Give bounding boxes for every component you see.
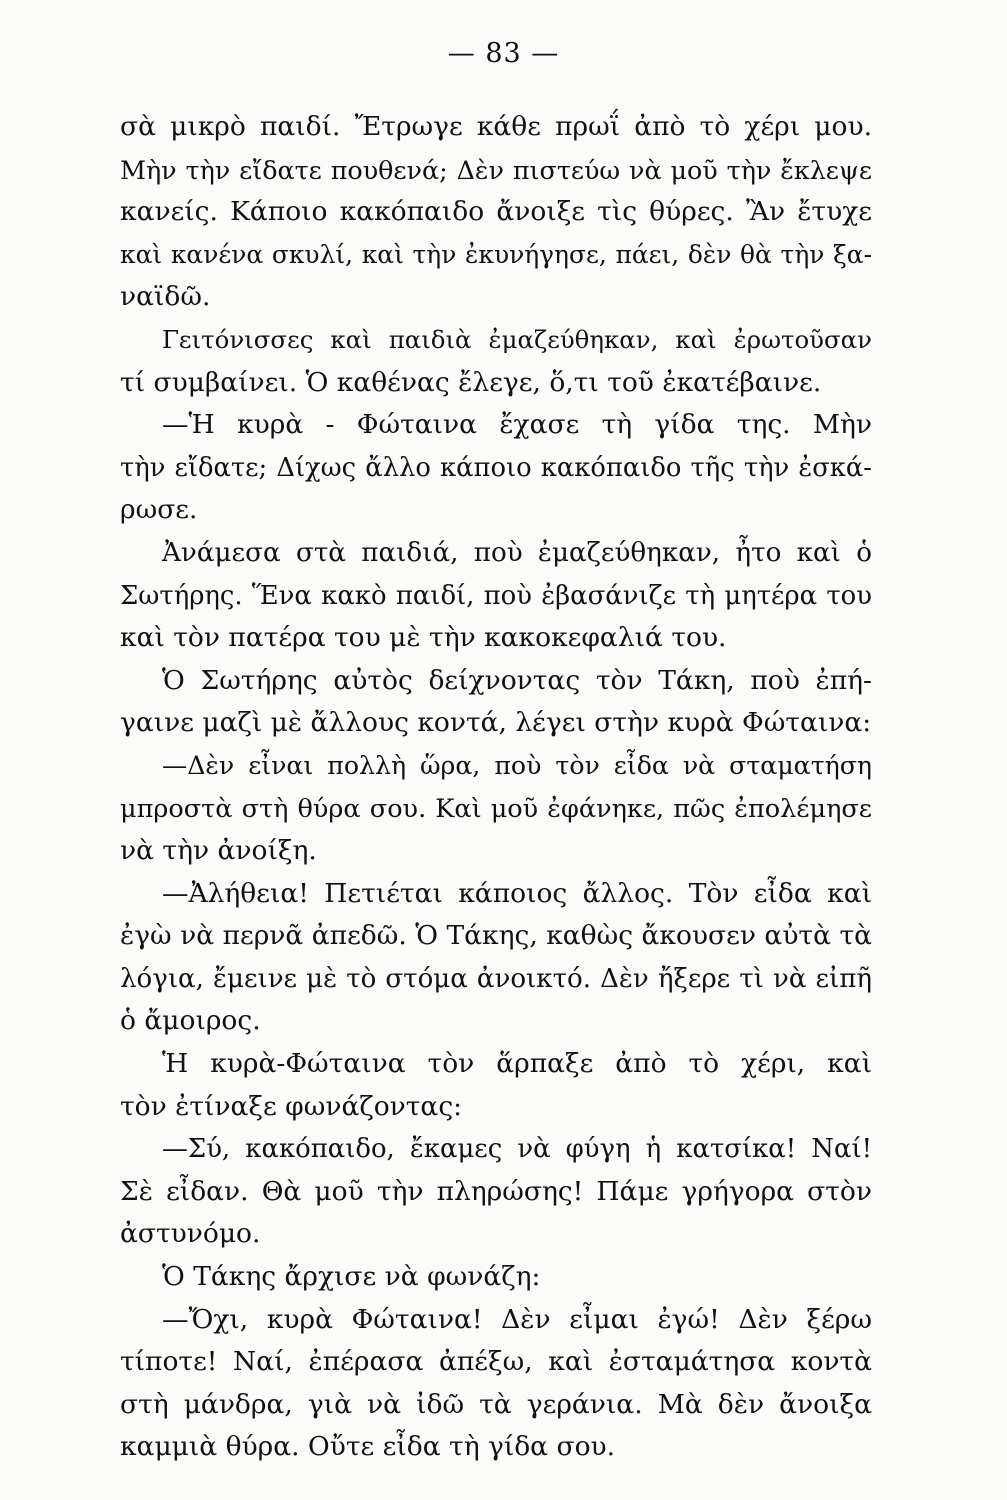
text-line: μπροστὰ στὴ θύρα σου. Καὶ μοῦ ἐφάνηκε, πῶς ἐπολέμησε <box>120 793 872 824</box>
text-line: ἀστυνόμο. <box>120 1218 261 1250</box>
text-line: σὰ μικρὸ παιδί. Ἔτρωγε κάθε πρωΐ ἀπὸ τὸ χέρι μου. <box>120 111 872 142</box>
body-text <box>120 106 872 1469</box>
text-line: —Ἀλήθεια! Πετιέται κάποιος ἄλλος. Τὸν εἶδα καὶ <box>162 877 872 909</box>
text-line: καὶ κανένα σκυλί, καὶ τὴν ἐκυνήγησε, πάει, δὲν θὰ τὴν ξα- <box>120 239 872 269</box>
text-line: στὴ μάνδρα, γιὰ νὰ ἰδῶ τὰ γεράνια. Μὰ δὲν ἄνοιξα <box>120 1388 872 1420</box>
text-line: ὁ ἄμοιρος. <box>120 1005 261 1037</box>
text-line: Γειτόνισσες καὶ παιδιὰ ἐμαζεύθηκαν, καὶ ἐρωτοῦσαν <box>162 324 872 354</box>
text-line: νὰ τὴν ἀνοίξη. <box>120 835 317 867</box>
text-line: γαινε μαζὶ μὲ ἄλλους κοντά, λέγει στὴν κυρὰ Φώταινα: <box>120 707 872 739</box>
text-line: —Σύ, κακόπαιδο, ἔκαμες νὰ φύγη ἡ κατσίκα! Ναί! <box>162 1134 872 1165</box>
text-line: καὶ τὸν πατέρα του μὲ τὴν κακοκεφαλιά του. <box>120 622 727 654</box>
page-number: — 83 — <box>447 38 560 69</box>
text-line: ρωσε. <box>120 494 198 526</box>
text-line: Ὁ Τάκης ἄρχισε νὰ φωνάζη: <box>162 1261 541 1293</box>
text-line: Μὴν τὴν εἴδατε πουθενά; Δὲν πιστεύω νὰ μοῦ τὴν ἔκλεψε <box>120 154 872 185</box>
text-line: —Δὲν εἶναι πολλὴ ὥρα, ποὺ τὸν εἶδα νὰ σταματήση <box>162 750 872 780</box>
text-line: —Ἡ κυρὰ - Φώταινα ἔχασε τὴ γίδα της. Μὴν <box>162 409 872 441</box>
text-line: Ὁ Σωτήρης αὐτὸς δείχνοντας τὸν Τάκη, ποὺ ἐπή- <box>162 664 872 696</box>
text-line: Ἀνάμεσα στὰ παιδιά, ποὺ ἐμαζεύθηκαν, ἦτο καὶ ὁ <box>162 537 872 568</box>
text-line: καμμιὰ θύρα. Οὔτε εἶδα τὴ γίδα σου. <box>120 1431 616 1463</box>
text-line: τὴν εἴδατε; Δίχως ἄλλο κάποιο κακόπαιδο τῆς τὴν ἐσκά- <box>120 452 872 483</box>
text-line: ἐγὼ νὰ περνᾶ ἀπεδῶ. Ὁ Τάκης, καθὼς ἄκουσεν αὐτὰ τὰ <box>120 920 872 952</box>
text-line: —Ὄχι, κυρὰ Φώταινα! Δὲν εἶμαι ἐγώ! Δὲν ξέρω <box>162 1303 872 1335</box>
text-line: κανείς. Κάποιο κακόπαιδο ἄνοιξε τὶς θύρες. Ἂν ἔτυχε <box>120 196 872 228</box>
text-line: Ἡ κυρὰ-Φώταινα τὸν ἅρπαξε ἀπὸ τὸ χέρι, καὶ <box>162 1048 872 1080</box>
text-line: ναϊδῶ. <box>120 281 211 313</box>
text-line: λόγια, ἔμεινε μὲ τὸ στόμα ἀνοικτό. Δὲν ἤξερε τὶ νὰ εἰπῆ <box>120 963 872 994</box>
text-line: τί συμβαίνει. Ὁ καθένας ἔλεγε, ὅ,τι τοῦ ἐκατέβαινε. <box>120 366 822 398</box>
text-line: Σὲ εἶδαν. Θὰ μοῦ τὴν πληρώσης! Πάμε γρήγορα στὸν <box>120 1175 872 1207</box>
text-line: Σωτήρης. Ἕνα κακὸ παιδί, ποὺ ἐβασάνιζε τὴ μητέρα του <box>120 580 872 611</box>
text-line: τὸν ἐτίναξε φωνάζοντας: <box>120 1090 463 1122</box>
text-line: τίποτε! Ναί, ἐπέρασα ἀπέξω, καὶ ἐσταμάτησα κοντὰ <box>120 1346 872 1378</box>
